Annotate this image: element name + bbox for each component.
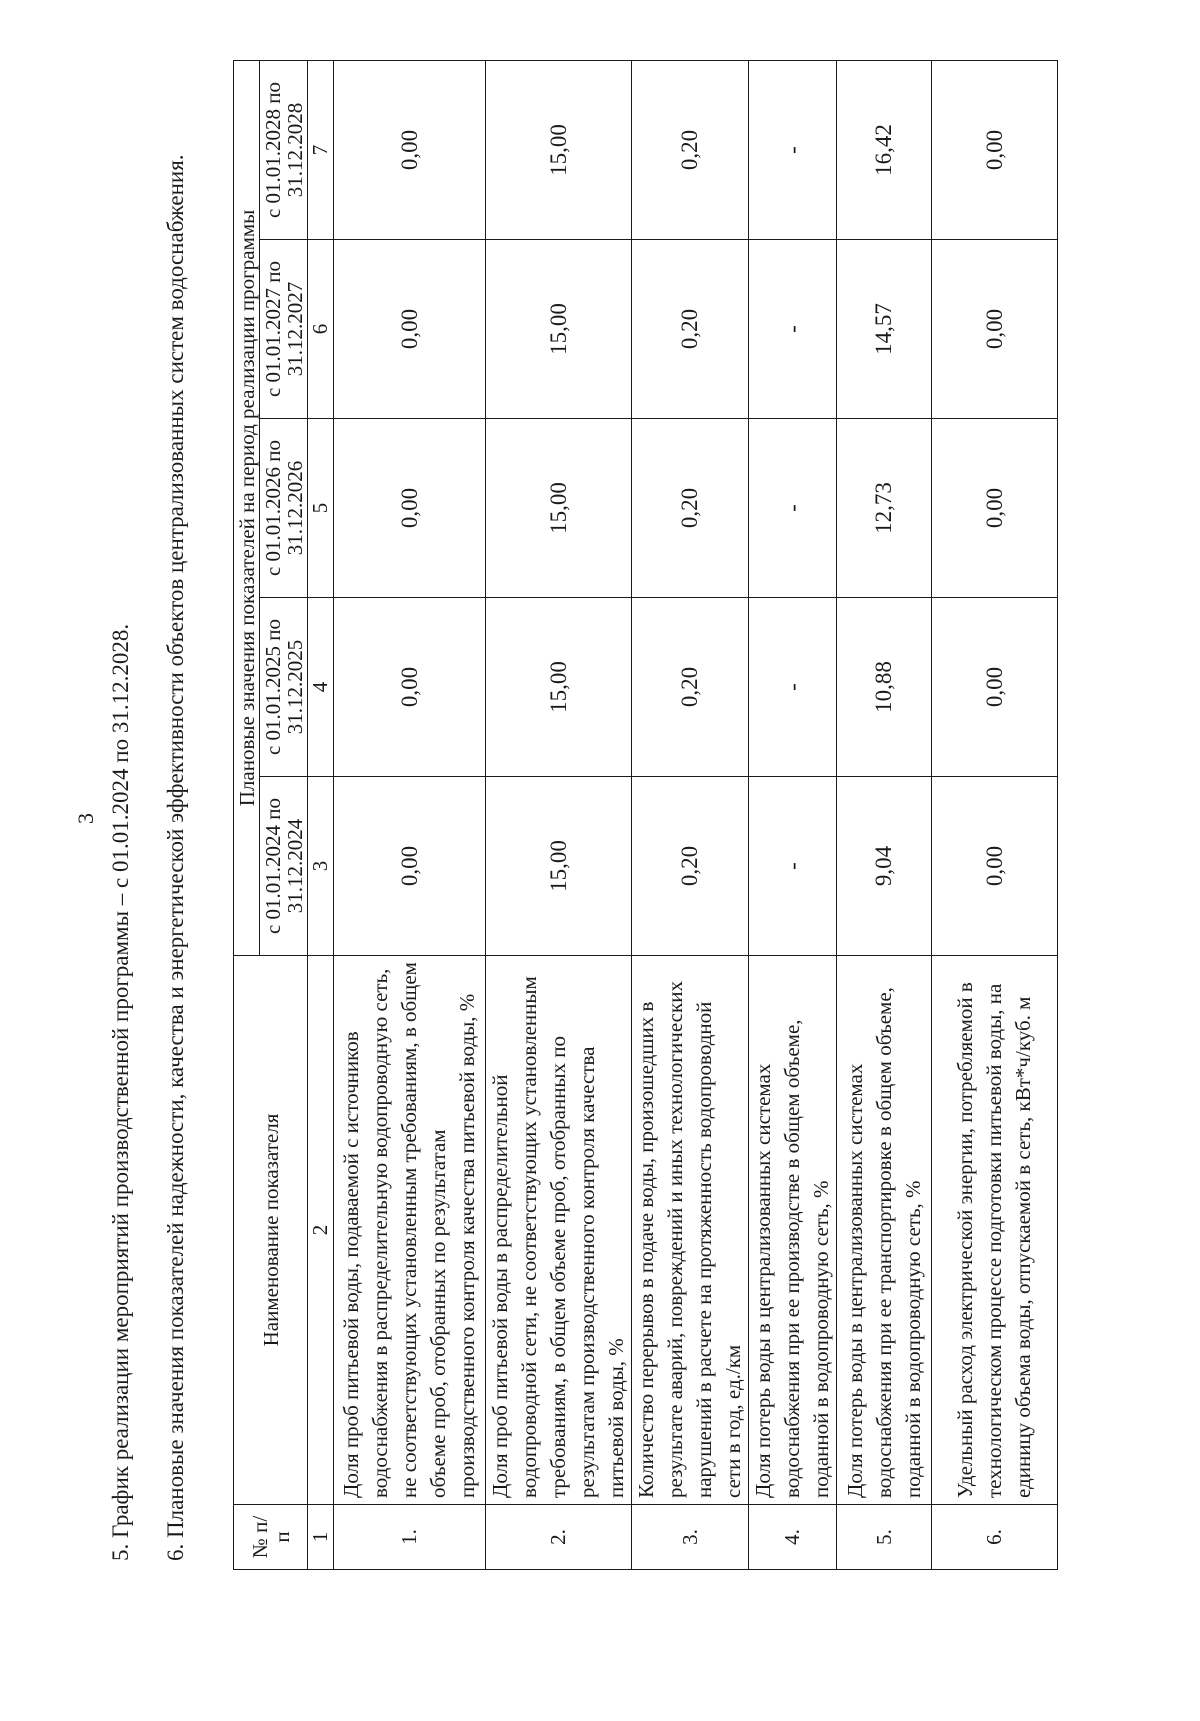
header-row-1 bbox=[234, 60, 260, 1569]
value-2028: 16,42 bbox=[837, 60, 932, 239]
value-2025: - bbox=[749, 598, 837, 777]
value-2026: 12,73 bbox=[837, 419, 932, 598]
value-2028: 0,00 bbox=[932, 60, 1058, 239]
value-2028: 15,00 bbox=[486, 60, 632, 239]
column-number-row bbox=[308, 60, 334, 1569]
value-2025: 15,00 bbox=[486, 598, 632, 777]
value-2027: 0,20 bbox=[632, 240, 749, 419]
table-row bbox=[932, 60, 1058, 1569]
table-row bbox=[334, 60, 486, 1569]
value-2026: - bbox=[749, 419, 837, 598]
value-2024: 0,00 bbox=[334, 777, 486, 956]
header-period-2027: с 01.01.2027 по 31.12.2027 bbox=[260, 240, 308, 419]
value-2024: 0,00 bbox=[932, 777, 1058, 956]
indicator-name: Удельный расход электрической энергии, потребляемой в технологическом процессе подготовки питьевой воды, на единицу объема воды, отпускаемой в сеть, кВт*ч/куб. м bbox=[932, 956, 1058, 1505]
row-number: 5. bbox=[837, 1505, 932, 1570]
value-2025: 0,00 bbox=[334, 598, 486, 777]
header-group: Плановые значения показателей на период реализации программы bbox=[234, 60, 260, 955]
value-2027: 0,00 bbox=[334, 240, 486, 419]
value-2024: 9,04 bbox=[837, 777, 932, 956]
header-name: Наименование показателя bbox=[234, 956, 308, 1505]
page-number: 3 bbox=[73, 813, 98, 824]
row-number: 4. bbox=[749, 1505, 837, 1570]
table-row bbox=[632, 60, 749, 1569]
value-2024: 0,20 bbox=[632, 777, 749, 956]
indicator-name: Количество перерывов в подаче воды, произошедших в результате аварий, повреждений и иных технологических нарушений в расчете на протяженность водопроводной сети в год, ед./км bbox=[632, 956, 749, 1505]
column-number: 7 bbox=[308, 60, 334, 239]
column-number: 5 bbox=[308, 419, 334, 598]
value-2028: - bbox=[749, 60, 837, 239]
indicator-name: Доля проб питьевой воды в распределительной водопроводной сети, не соответствующих установленным требованиям, в общем объеме проб, отобранных по результатам производственного контроля качества питьевой воды, % bbox=[486, 956, 632, 1505]
header-period-2025: с 01.01.2025 по 31.12.2025 bbox=[260, 598, 308, 777]
value-2026: 0,00 bbox=[334, 419, 486, 598]
column-number: 2 bbox=[308, 956, 334, 1505]
table-row bbox=[486, 60, 632, 1569]
value-2028: 0,20 bbox=[632, 60, 749, 239]
value-2026: 0,20 bbox=[632, 419, 749, 598]
value-2027: 0,00 bbox=[932, 240, 1058, 419]
column-number: 1 bbox=[308, 1505, 334, 1570]
section-6-heading: 6. Плановые значения показателей надежности, качества и энергетической эффективности объектов централизованных систем водоснабжения. bbox=[163, 154, 188, 1561]
indicator-name: Доля проб питьевой воды, подаваемой с источников водоснабжения в распределительную водопроводную сеть, не соответствующих установленным требованиям, в общем объеме проб, отобранных по результатам производственного контроля качества питьевой воды, % bbox=[334, 956, 486, 1505]
value-2027: 15,00 bbox=[486, 240, 632, 419]
value-2027: 14,57 bbox=[837, 240, 932, 419]
row-number: 1. bbox=[334, 1505, 486, 1570]
value-2027: - bbox=[749, 240, 837, 419]
value-2025: 0,00 bbox=[932, 598, 1058, 777]
header-period-2024: с 01.01.2024 по 31.12.2024 bbox=[260, 777, 308, 956]
value-2024: 15,00 bbox=[486, 777, 632, 956]
column-number: 6 bbox=[308, 240, 334, 419]
value-2026: 0,00 bbox=[932, 419, 1058, 598]
table-row bbox=[749, 60, 837, 1569]
table-row bbox=[837, 60, 932, 1569]
indicator-name: Доля потерь воды в централизованных системах водоснабжения при ее производстве в общем объеме, поданной в водопроводную сеть, % bbox=[749, 956, 837, 1505]
column-number: 4 bbox=[308, 598, 334, 777]
value-2026: 15,00 bbox=[486, 419, 632, 598]
header-period-2026: с 01.01.2026 по 31.12.2026 bbox=[260, 419, 308, 598]
header-period-2028: с 01.01.2028 по 31.12.2028 bbox=[260, 60, 308, 239]
row-number: 3. bbox=[632, 1505, 749, 1570]
value-2025: 10,88 bbox=[837, 598, 932, 777]
value-2025: 0,20 bbox=[632, 598, 749, 777]
indicators-table bbox=[233, 60, 1058, 1570]
section-5-heading: 5. График реализации мероприятий производственной программы – с 01.01.2024 по 31.12.2028. bbox=[108, 623, 133, 1561]
row-number: 2. bbox=[486, 1505, 632, 1570]
column-number: 3 bbox=[308, 777, 334, 956]
row-number: 6. bbox=[932, 1505, 1058, 1570]
value-2024: - bbox=[749, 777, 837, 956]
header-num: № п/п bbox=[234, 1505, 308, 1570]
indicator-name: Доля потерь воды в централизованных системах водоснабжения при ее транспортировке в общем объеме, поданной в водопроводную сеть, % bbox=[837, 956, 932, 1505]
value-2028: 0,00 bbox=[334, 60, 486, 239]
